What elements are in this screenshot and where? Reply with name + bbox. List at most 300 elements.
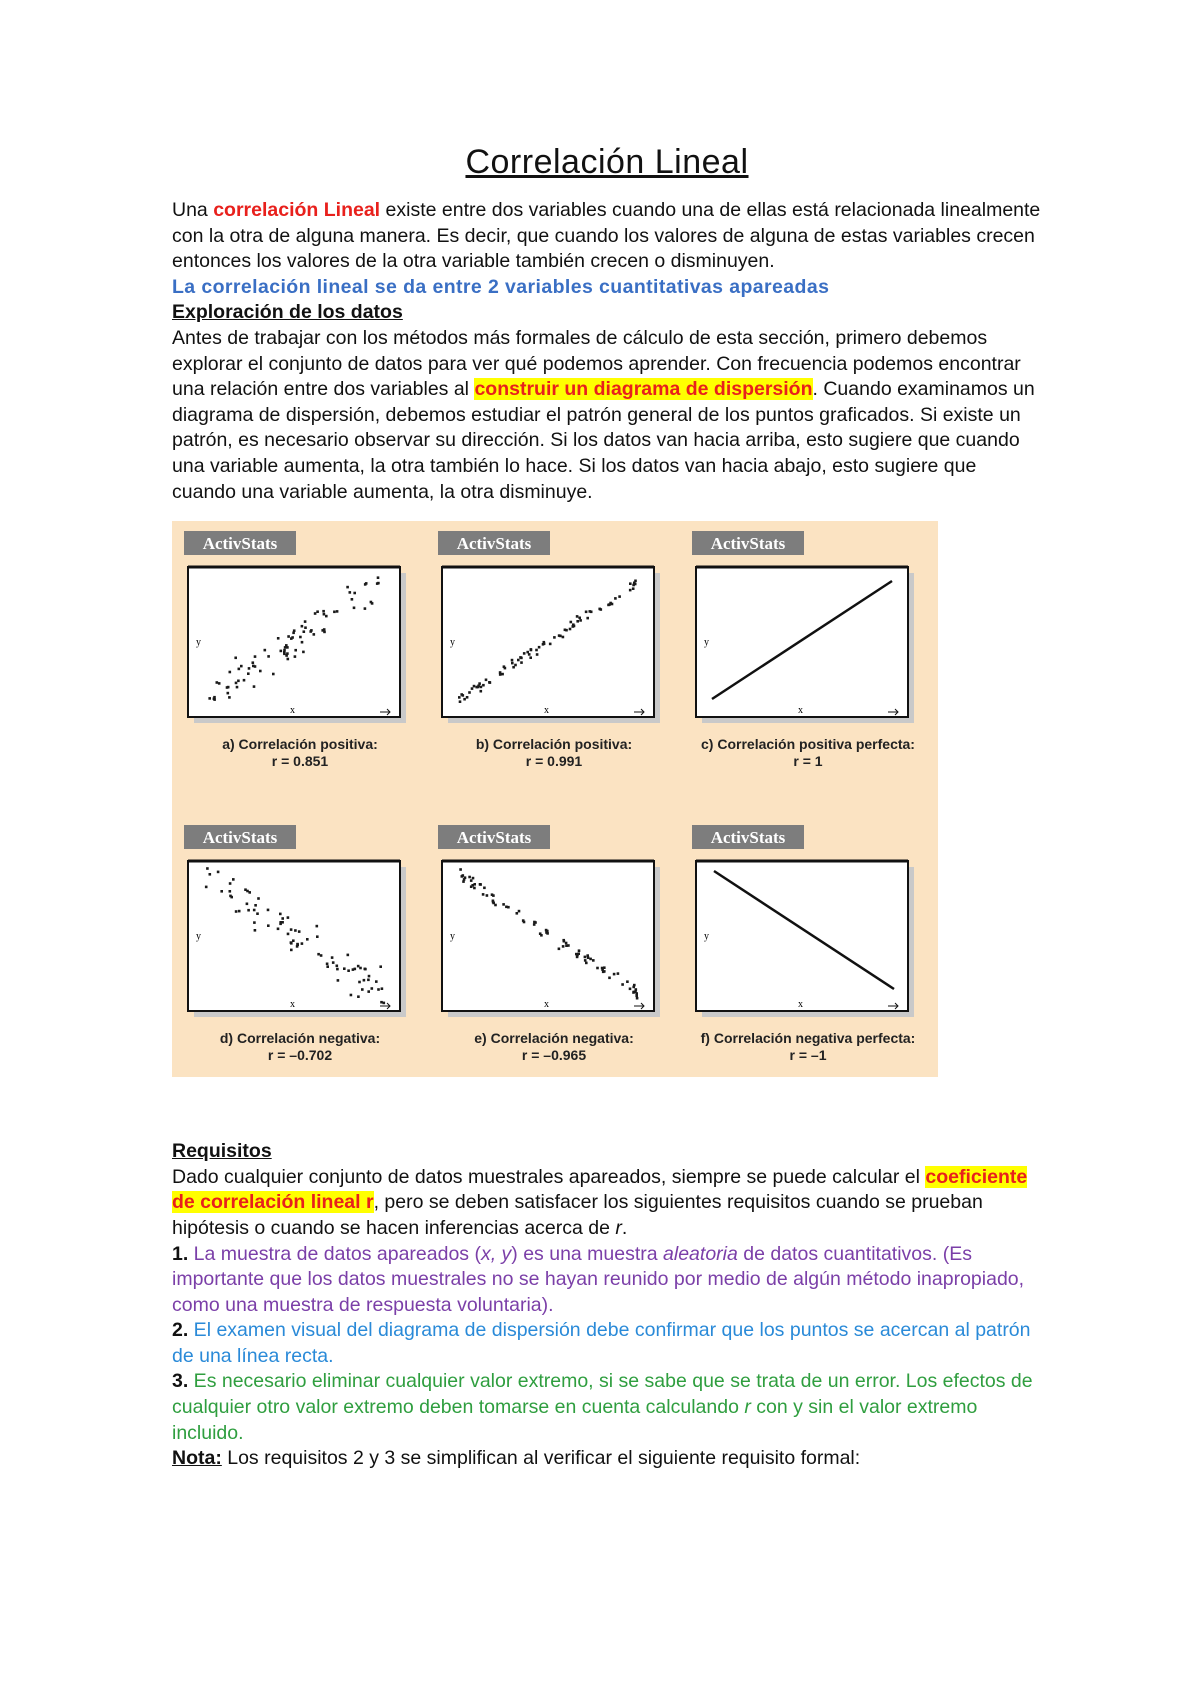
data-point <box>364 583 367 586</box>
data-point <box>569 628 572 631</box>
intro-text-pre: Una <box>172 199 214 221</box>
data-point <box>361 988 364 991</box>
data-point <box>349 591 352 594</box>
data-point <box>229 671 232 674</box>
data-point <box>558 948 561 951</box>
data-point <box>536 653 539 656</box>
data-point <box>347 954 350 957</box>
data-point <box>505 906 508 909</box>
data-point <box>562 939 565 942</box>
data-point <box>227 686 230 689</box>
data-point <box>636 997 639 1000</box>
scatter-panel-6 <box>692 825 915 1063</box>
data-point <box>472 877 475 880</box>
note-text: Los requisitos 2 y 3 se simplifican al verificar el siguiente requisito formal: <box>221 1447 861 1470</box>
data-point <box>254 665 257 668</box>
data-point <box>633 582 636 585</box>
data-point <box>539 933 542 936</box>
data-point <box>511 662 514 665</box>
data-point <box>603 967 606 970</box>
data-point <box>367 990 370 993</box>
exploration-text-pre: Antes de trabajar con los métodos más formales de cálculo de esta sección, primero debemos explorar el conjunto de datos para ver qué podemos aprender. Con frecuencia podemos encontrar una relación entre dos variables al <box>172 326 1021 401</box>
scatter-panel-2 <box>438 531 660 769</box>
requirements-paragraph <box>172 1165 1042 1242</box>
data-point <box>634 991 637 994</box>
data-point <box>533 923 536 926</box>
data-point <box>364 607 367 610</box>
data-point <box>336 965 339 968</box>
data-point <box>301 641 304 644</box>
data-point <box>316 611 319 614</box>
requirements-r: r <box>615 1216 622 1239</box>
data-point <box>267 909 270 912</box>
data-point <box>522 919 525 922</box>
data-point <box>473 883 476 886</box>
data-point <box>279 923 282 926</box>
data-point <box>227 692 230 695</box>
data-point <box>466 696 469 699</box>
data-point <box>381 988 384 991</box>
data-point <box>463 698 466 701</box>
intro-paragraph <box>172 198 1042 275</box>
data-point <box>512 666 515 669</box>
data-point <box>290 928 293 931</box>
data-point <box>501 673 504 676</box>
requirement-1-aleatoria: aleatoria <box>663 1242 738 1265</box>
panel-caption: e) Correlación negativa: <box>474 1030 634 1047</box>
requirement-3-text-a: Es necesario eliminar cualquier valor extremo, si se sabe que se trata de un error. Los efectos de cualquier otro valor extremo deben tomarse en cuenta calculando <box>172 1370 1033 1419</box>
data-point <box>316 936 319 939</box>
data-point <box>314 612 317 615</box>
data-point <box>590 611 593 614</box>
data-point <box>320 954 323 957</box>
data-point <box>267 925 270 928</box>
data-point <box>379 966 382 969</box>
data-point <box>236 686 239 689</box>
data-point <box>247 909 250 912</box>
data-point <box>567 944 570 947</box>
data-point <box>350 994 353 997</box>
data-point <box>325 615 328 618</box>
data-point <box>584 959 587 962</box>
data-point <box>486 894 489 897</box>
data-point <box>287 916 290 919</box>
data-point <box>294 929 297 932</box>
data-point <box>290 942 293 945</box>
data-point <box>380 1001 383 1004</box>
activstats-badge-text: ActivStats <box>710 534 786 554</box>
data-point <box>287 658 290 661</box>
data-point <box>629 988 632 991</box>
data-point <box>243 679 246 682</box>
plot-frame <box>442 567 654 717</box>
data-point <box>343 968 346 971</box>
data-point <box>543 643 546 646</box>
data-point <box>336 610 339 613</box>
data-point <box>579 619 582 622</box>
activstats-badge-text: ActivStats <box>710 828 786 848</box>
data-point <box>253 909 256 912</box>
data-point <box>526 651 529 654</box>
data-point <box>337 979 340 982</box>
data-point <box>240 665 243 668</box>
data-point <box>303 631 306 634</box>
data-point <box>220 890 223 893</box>
data-point <box>492 901 495 904</box>
data-point <box>332 961 335 964</box>
data-point <box>589 958 592 961</box>
data-point <box>257 897 260 900</box>
data-point <box>585 611 588 614</box>
data-point <box>317 953 320 956</box>
data-point <box>254 655 257 658</box>
data-point <box>632 588 635 591</box>
data-point <box>480 686 483 689</box>
data-point <box>357 996 360 999</box>
y-axis-letter: y <box>450 931 455 943</box>
panel-r-value: r = –1 <box>789 1047 827 1064</box>
data-point <box>502 903 505 906</box>
data-point <box>614 597 617 600</box>
data-point <box>458 696 461 699</box>
data-point <box>247 673 250 676</box>
data-point <box>290 949 293 952</box>
data-point <box>306 938 309 941</box>
requirement-2 <box>172 1318 1042 1369</box>
panel-caption: a) Correlación positiva: <box>222 736 378 753</box>
data-point <box>358 981 361 984</box>
data-point <box>280 650 283 653</box>
activstats-badge-text: ActivStats <box>202 534 278 554</box>
data-point <box>351 598 354 601</box>
requirements-text-post: , pero se deben satisfacer los siguientes requisitos cuando se prueban hipótesis o cuando se hacen inferencias acerca de <box>172 1191 983 1239</box>
y-axis-letter: y <box>450 637 455 649</box>
data-point <box>546 930 549 933</box>
plot-frame <box>188 567 400 717</box>
requirement-2-text: El examen visual del diagrama de dispersión debe confirmar que los puntos se acercan al patrón de una línea recta. <box>172 1319 1031 1367</box>
data-point <box>248 891 251 894</box>
data-point <box>253 921 256 924</box>
data-point <box>586 954 589 957</box>
exploration-text-post: . Cuando examinamos un diagrama de dispersión, debemos estudiar el patrón general de los puntos graficados. Si existe un patrón, es necesario observar su dirección. Si los datos van hacia arriba, esto sugiere que cuando una variable aumenta, la otra también lo hace. Si los datos van hacia abajo, esto sugiere que cuando una variable aumenta, la otra disminuye. <box>172 378 1035 503</box>
requirement-1-text-b: ) es una muestra <box>511 1242 664 1265</box>
data-point <box>538 646 541 649</box>
data-point <box>294 655 297 658</box>
data-point <box>576 615 579 618</box>
data-point <box>235 910 238 913</box>
y-axis-letter: y <box>196 931 201 943</box>
data-point <box>322 610 325 613</box>
data-point <box>209 873 212 876</box>
data-point <box>253 685 256 688</box>
data-point <box>229 882 232 885</box>
data-point <box>533 921 536 924</box>
data-point <box>363 979 366 982</box>
data-point <box>309 630 312 633</box>
exploration-paragraph <box>172 326 1042 505</box>
y-axis-letter: y <box>196 637 201 649</box>
data-point <box>206 867 209 870</box>
requirement-1-text-a: La muestra de datos apareados ( <box>188 1242 481 1265</box>
data-point <box>475 686 478 689</box>
requirement-1-text-c: de datos cuantitativos. (Es importante que los datos muestrales no se hayan reunido por medio de algún método inapropiado, como una muestra de respuesta voluntaria). <box>172 1242 1025 1316</box>
data-point <box>459 701 462 704</box>
data-point <box>216 681 219 684</box>
data-point <box>238 910 241 913</box>
data-point <box>346 586 349 589</box>
data-point <box>528 653 531 656</box>
plot-frame <box>696 861 908 1011</box>
data-point <box>629 583 632 586</box>
requirement-3-number: 3. <box>172 1370 189 1393</box>
data-point <box>364 968 367 971</box>
requirement-1-number: 1. <box>172 1242 189 1265</box>
data-point <box>578 617 581 620</box>
data-point <box>228 696 231 699</box>
data-point <box>529 657 532 660</box>
requirements-text-pre: Dado cualquier conjunto de datos muestrales apareados, siempre se puede calcular el <box>172 1165 926 1188</box>
data-point <box>287 933 290 936</box>
requirements-heading: Requisitos <box>172 1140 272 1163</box>
data-point <box>479 883 482 886</box>
data-point <box>321 629 324 632</box>
panel-r-value: r = 1 <box>793 753 823 770</box>
data-point <box>523 652 526 655</box>
data-point <box>461 875 464 878</box>
data-point <box>473 685 476 688</box>
data-point <box>464 877 467 880</box>
data-point <box>576 620 579 623</box>
data-point <box>375 980 378 983</box>
data-point <box>302 651 305 654</box>
data-point <box>480 690 483 693</box>
intro-text-post: existe entre dos variables cuando una de ellas está relacionada linealmente con la otra de alguna manera. Es decir, que cuando los valores de alguna de estas variables crecen entonces los valores de la otra variable también crecen o disminuyen. <box>172 199 1041 273</box>
data-point <box>234 657 237 660</box>
scatter-panel-4 <box>184 825 406 1063</box>
data-point <box>549 643 552 646</box>
scatter-figure <box>172 521 938 1077</box>
data-point <box>632 986 635 989</box>
data-point <box>562 945 565 948</box>
data-point <box>483 887 486 890</box>
data-point <box>609 602 612 605</box>
data-point <box>254 904 257 907</box>
y-axis-letter: y <box>704 931 709 943</box>
data-point <box>235 682 238 685</box>
data-point <box>613 973 616 976</box>
scatter-panel-5 <box>438 825 660 1063</box>
data-point <box>246 903 249 906</box>
panel-caption: d) Correlación negativa: <box>219 1030 381 1047</box>
data-point <box>519 656 522 659</box>
data-point <box>244 889 247 892</box>
x-axis-letter: x <box>544 705 549 717</box>
data-point <box>301 942 304 945</box>
x-axis-letter: x <box>798 999 803 1011</box>
requirement-3-text-b: con y sin el valor extremo incluido. <box>172 1396 978 1444</box>
data-point <box>336 968 339 971</box>
data-point <box>279 913 282 916</box>
data-point <box>316 925 319 928</box>
requirement-3 <box>172 1369 1042 1446</box>
plot-frame <box>188 861 400 1011</box>
data-point <box>491 894 494 897</box>
data-point <box>489 681 492 684</box>
data-point <box>608 977 611 980</box>
data-point <box>518 910 521 913</box>
requirement-1-xy: x, y <box>480 1242 512 1265</box>
data-point <box>511 659 514 662</box>
data-point <box>218 682 221 685</box>
data-point <box>600 608 603 611</box>
data-point <box>296 943 299 946</box>
requirement-1 <box>172 1242 1042 1319</box>
x-axis-letter: x <box>544 999 549 1011</box>
data-point <box>267 655 270 658</box>
data-point <box>283 649 286 652</box>
page-title: Correlación Lineal <box>465 143 749 181</box>
document-page <box>172 140 1042 1472</box>
data-point <box>558 634 561 637</box>
data-point <box>259 670 262 673</box>
data-point <box>377 577 380 580</box>
y-axis-letter: y <box>704 637 709 649</box>
data-point <box>213 696 216 699</box>
data-point <box>603 970 606 973</box>
data-point <box>264 649 267 652</box>
data-point <box>301 625 304 628</box>
data-point <box>383 1002 386 1005</box>
data-point <box>359 967 362 970</box>
scatter-panel-1 <box>184 531 406 769</box>
data-point <box>459 868 462 871</box>
data-point <box>237 680 240 683</box>
data-point <box>570 621 573 624</box>
data-point <box>213 698 216 701</box>
data-point <box>353 607 356 610</box>
data-point <box>573 625 576 628</box>
subtitle: La correlación lineal se da entre 2 variables cuantitativas apareadas <box>172 275 830 298</box>
x-axis-letter: x <box>798 705 803 717</box>
data-point <box>585 962 588 965</box>
activstats-badge-text: ActivStats <box>202 828 278 848</box>
data-point <box>229 890 232 893</box>
panel-r-value: r = –0.702 <box>267 1047 333 1064</box>
panel-caption: c) Correlación positiva perfecta: <box>701 736 915 753</box>
data-point <box>283 653 286 656</box>
data-point <box>596 967 599 970</box>
exploration-heading: Exploración de los datos <box>172 301 403 324</box>
data-point <box>546 932 549 935</box>
data-point <box>626 981 629 984</box>
data-point <box>230 896 233 899</box>
data-point <box>618 595 621 598</box>
data-point <box>482 893 485 896</box>
data-point <box>208 697 211 700</box>
data-point <box>304 620 307 623</box>
data-point <box>285 644 288 647</box>
data-point <box>298 930 301 933</box>
data-point <box>499 673 502 676</box>
data-point <box>277 928 280 931</box>
panel-r-value: r = –0.965 <box>521 1047 587 1064</box>
data-point <box>468 876 471 879</box>
data-point <box>482 684 485 687</box>
activstats-badge-text: ActivStats <box>456 534 532 554</box>
data-point <box>291 636 294 639</box>
scatter-panel-3 <box>692 531 915 769</box>
data-point <box>629 589 632 592</box>
data-point <box>333 611 336 614</box>
data-point <box>326 963 329 966</box>
data-point <box>377 988 380 991</box>
data-point <box>530 649 533 652</box>
data-point <box>272 673 275 676</box>
requirements-highlight: coeficiente de correlación lineal r <box>172 1165 1028 1214</box>
scatter-figure-svg <box>172 521 938 1077</box>
data-point <box>313 633 316 636</box>
data-point <box>254 929 257 932</box>
data-point <box>347 970 350 973</box>
data-point <box>248 667 251 670</box>
data-point <box>357 965 360 968</box>
note-paragraph <box>172 1446 1042 1472</box>
data-point <box>535 649 538 652</box>
data-point <box>562 636 565 639</box>
data-point <box>377 582 380 585</box>
activstats-badge-text: ActivStats <box>456 828 532 848</box>
exploration-highlight: construir un diagrama de dispersión <box>474 378 813 401</box>
data-point <box>370 601 373 604</box>
data-point <box>368 975 371 978</box>
data-point <box>517 659 520 662</box>
data-point <box>578 950 581 953</box>
requirements-text-end: . <box>621 1216 628 1239</box>
data-point <box>584 956 587 959</box>
data-point <box>323 613 326 616</box>
requirement-2-number: 2. <box>172 1319 189 1342</box>
data-point <box>304 627 307 630</box>
data-point <box>232 878 235 881</box>
data-point <box>367 979 370 982</box>
data-point <box>287 635 290 638</box>
panel-caption: f) Correlación negativa perfecta: <box>700 1030 916 1047</box>
data-point <box>471 687 474 690</box>
panel-r-value: r = 0.851 <box>271 753 329 770</box>
data-point <box>586 617 589 620</box>
x-axis-letter: x <box>290 999 295 1011</box>
data-point <box>238 668 241 671</box>
data-point <box>553 636 556 639</box>
data-point <box>292 940 295 943</box>
data-point <box>473 887 476 890</box>
x-axis-letter: x <box>290 705 295 717</box>
data-point <box>293 630 296 633</box>
requirement-3-r: r <box>744 1396 751 1419</box>
data-point <box>460 693 463 696</box>
panel-r-value: r = 0.991 <box>525 753 583 770</box>
data-point <box>217 871 220 874</box>
data-point <box>277 637 280 640</box>
data-point <box>352 968 355 971</box>
data-point <box>371 987 374 990</box>
data-point <box>565 629 568 632</box>
data-point <box>294 649 297 652</box>
note-label: Nota: <box>172 1447 222 1470</box>
plot-frame <box>696 567 908 717</box>
data-point <box>577 953 580 956</box>
data-point <box>520 661 523 664</box>
